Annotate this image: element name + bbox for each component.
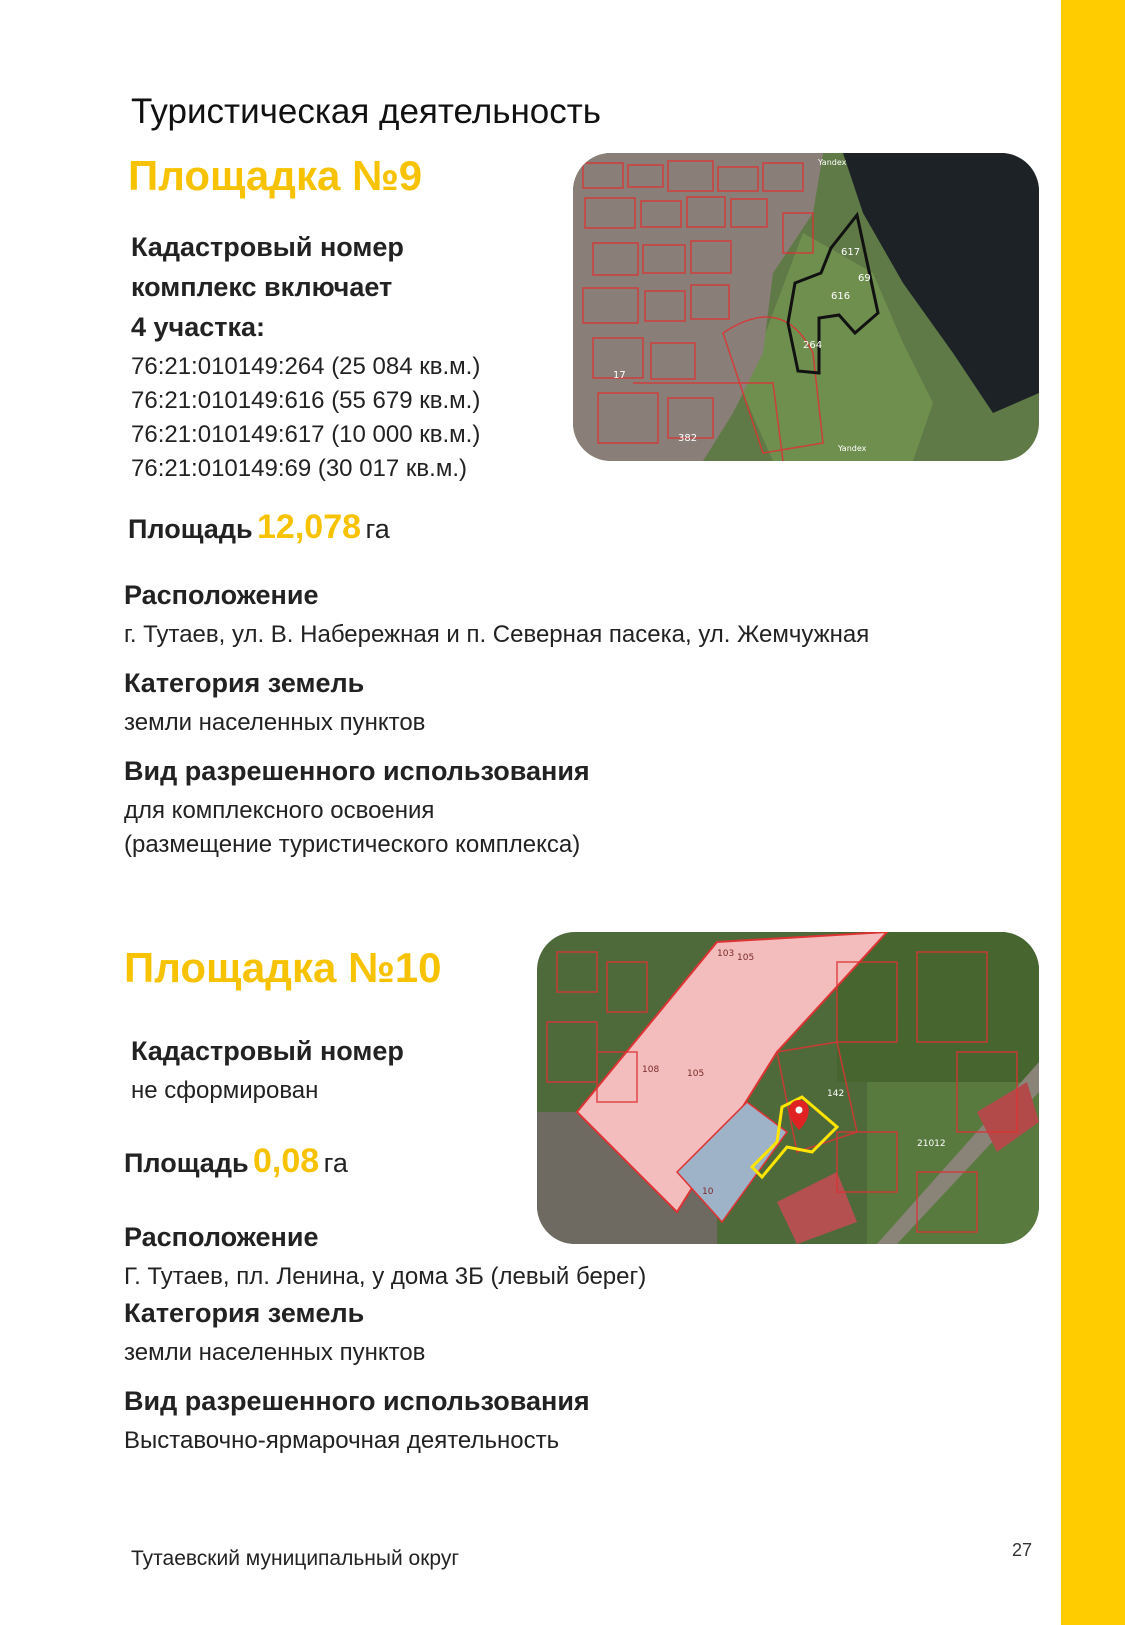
site10-area-label: Площадь	[124, 1148, 249, 1178]
site9-category-text: земли населенных пунктов	[124, 709, 426, 736]
map-label: 10	[702, 1187, 714, 1197]
site9-usage-line-1: для комплексного освоения	[124, 797, 435, 824]
map-label: 105	[687, 1069, 705, 1079]
map-label: 17	[613, 370, 626, 381]
site10-category-heading: Категория земель	[124, 1298, 365, 1328]
yellow-side-stripe	[1061, 0, 1125, 1625]
map-label: Yandex	[818, 158, 847, 167]
site10-location-heading: Расположение	[124, 1222, 319, 1252]
site10-category-text: земли населенных пунктов	[124, 1339, 426, 1366]
site9-area-unit: га	[365, 514, 390, 544]
page-number: 27	[1012, 1540, 1033, 1560]
site9-cadastral-map	[573, 153, 1039, 461]
site10-cadastral-heading: Кадастровый номер	[131, 1036, 404, 1066]
site9-cadastral-heading-2: комплекс включает	[131, 272, 393, 302]
site9-parcel-4: 76:21:010149:69 (30 017 кв.м.)	[131, 455, 467, 482]
site9-cadastral-heading-3: 4 участка:	[131, 312, 265, 342]
site10-cadastral-map	[537, 932, 1039, 1244]
site9-cadastral-heading-1: Кадастровый номер	[131, 232, 404, 262]
site10-area-unit: га	[323, 1148, 348, 1178]
site10-title: Площадка №10	[124, 944, 442, 991]
site9-area-label: Площадь	[128, 514, 253, 544]
site10-location-text: Г. Тутаев, пл. Ленина, у дома 3Б (левый берег)	[124, 1263, 647, 1290]
site10-area-value: 0,08	[253, 1142, 320, 1180]
map-label: 264	[803, 340, 823, 351]
site10-usage-heading: Вид разрешенного использования	[124, 1386, 590, 1416]
map-label: 382	[678, 433, 698, 444]
site10-area	[124, 1142, 348, 1181]
site9-parcel-1: 76:21:010149:264 (25 084 кв.м.)	[131, 353, 481, 380]
map-label: 616	[831, 291, 851, 302]
site9-parcel-3: 76:21:010149:617 (10 000 кв.м.)	[131, 421, 481, 448]
site9-usage-line-2: (размещение туристического комплекса)	[124, 831, 581, 858]
map-label: 21012	[917, 1139, 946, 1149]
section-title: Туристическая деятельность	[131, 92, 602, 131]
footer-text: Тутаевский муниципальный округ	[131, 1547, 460, 1570]
site9-area-value: 12,078	[257, 508, 362, 546]
site10-usage-text: Выставочно-ярмарочная деятельность	[124, 1427, 560, 1454]
site9-usage-heading: Вид разрешенного использования	[124, 756, 590, 786]
map-label: 69	[858, 273, 871, 284]
map-label: 103	[717, 949, 735, 959]
map-label: 105	[737, 953, 755, 963]
site9-title: Площадка №9	[128, 152, 423, 199]
map-label: 108	[642, 1065, 660, 1075]
site9-location-heading: Расположение	[124, 580, 319, 610]
site9-area	[128, 508, 390, 547]
site9-location-text: г. Тутаев, ул. В. Набережная и п. Северная пасека, ул. Жемчужная	[124, 621, 870, 648]
map-label: 617	[841, 247, 861, 258]
site9-parcel-2: 76:21:010149:616 (55 679 кв.м.)	[131, 387, 481, 414]
site10-cadastral-text: не сформирован	[131, 1077, 319, 1104]
site9-category-heading: Категория земель	[124, 668, 365, 698]
map-label: Yandex	[838, 444, 867, 453]
map-label: 142	[827, 1089, 845, 1099]
